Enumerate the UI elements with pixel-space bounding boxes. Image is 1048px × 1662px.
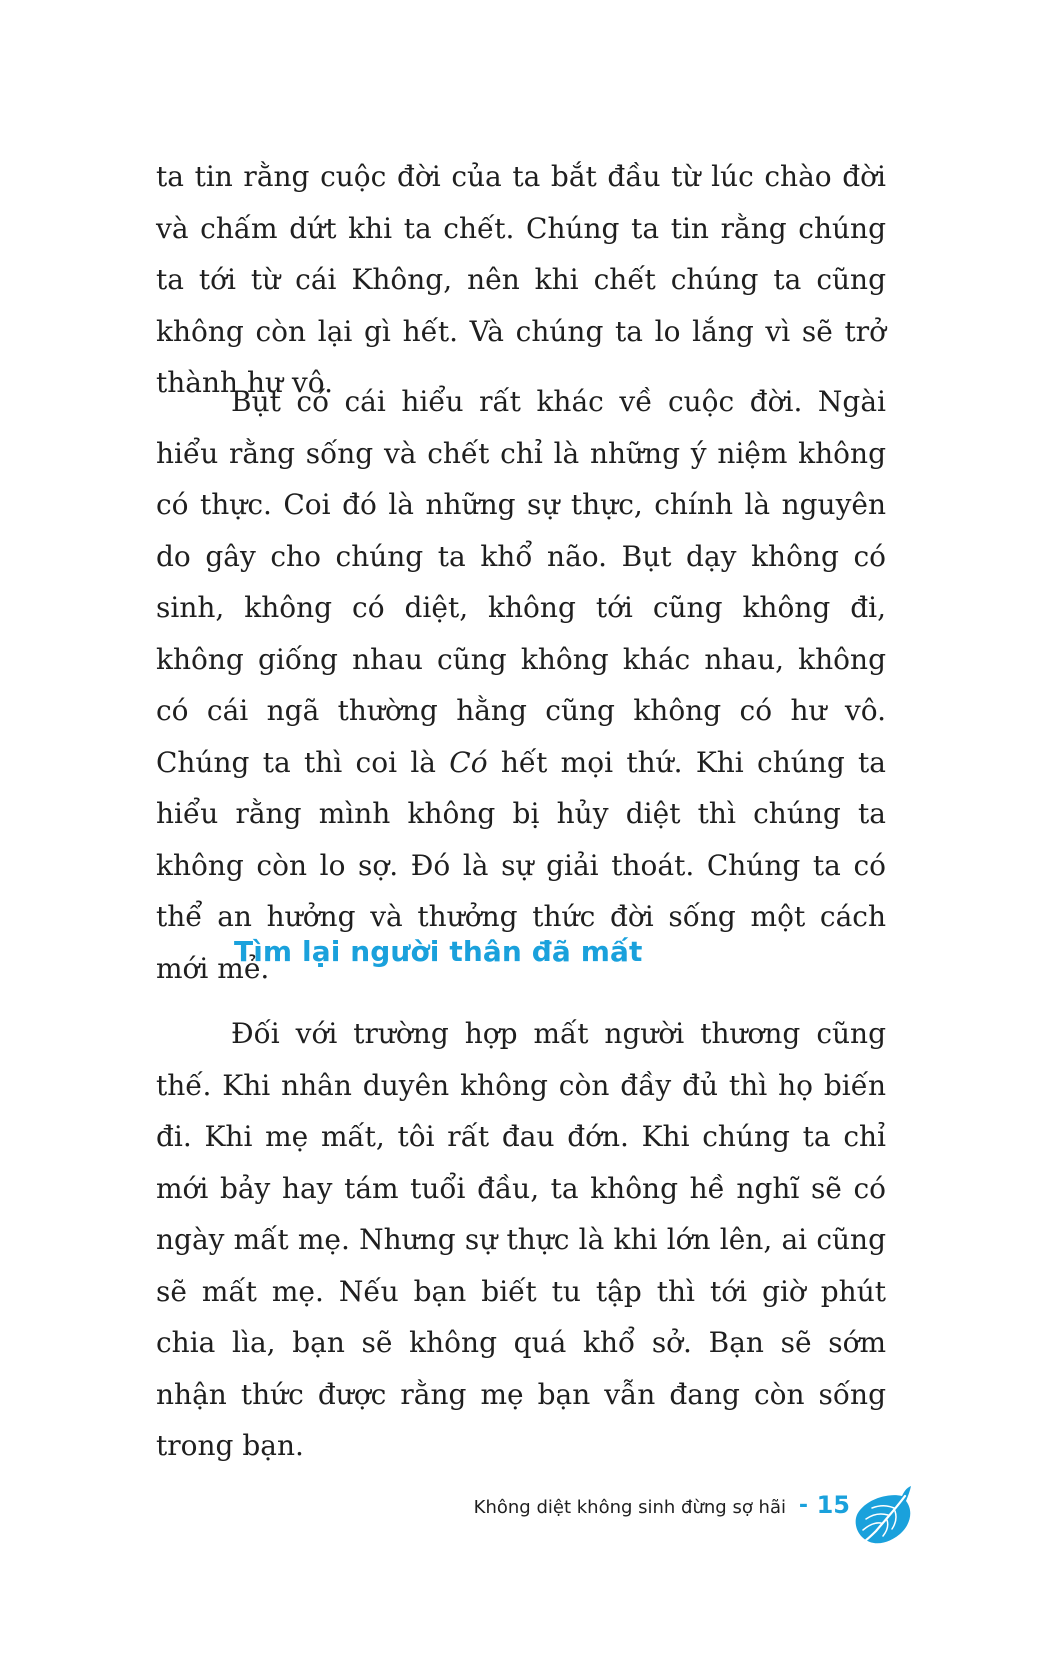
paragraph-2 [156,376,886,994]
page-footer [473,1483,940,1543]
paragraph-2-emphasis: Có [449,745,488,779]
page-number: 15 [816,1491,850,1519]
paragraph-2-text-after-emphasis: hết mọi thứ. Khi chúng ta hiểu rằng mình không bị hủy diệt thì chúng ta không còn lo sợ. Đó là sự giải thoát. Chúng ta có thể an hưởng và thưởng thức đời sống một cách mới mẻ. [156,745,887,985]
footer-separator: - [798,1493,808,1518]
leaf-icon [850,1483,918,1547]
paragraph-2-text-before-emphasis: Bụt có cái hiểu rất khác về cuộc đời. Ngài hiểu rằng sống và chết chỉ là những ý niệm không có thực. Coi đó là những sự thực, chính là nguyên do gây cho chúng ta khổ não. Bụt dạy không có sinh, không có diệt, không tới cũng không đi, không giống nhau cũng không khác nhau, không có cái ngã thường hằng cũng không có hư vô. Chúng ta thì coi là [156,385,886,779]
paragraph-3: Đối với trường hợp mất người thương cũng thế. Khi nhân duyên không còn đầy đủ thì họ biến đi. Khi mẹ mất, tôi rất đau đớn. Khi chúng ta chỉ mới bảy hay tám tuổi đầu, ta không hề nghĩ sẽ có ngày mất mẹ. Nhưng sự thực là khi lớn lên, ai cũng sẽ mất mẹ. Nếu bạn biết tu tập thì tới giờ phút chia lìa, bạn sẽ không quá khổ sở. Bạn sẽ sớm nhận thức được rằng mẹ bạn vẫn đang còn sống trong bạn. [156,1017,886,1462]
section-heading: Tìm lại người thân đã mất [234,935,643,968]
paragraph-1: ta tin rằng cuộc đời của ta bắt đầu từ lúc chào đời và chấm dứt khi ta chết. Chúng ta tin rằng chúng ta tới từ cái Không, nên khi chết chúng ta cũng không còn lại gì hết. Và chúng ta lo lắng vì sẽ trở thành hư vô. [156,160,886,399]
running-book-title: Không diệt không sinh đừng sợ hãi [473,1497,786,1518]
